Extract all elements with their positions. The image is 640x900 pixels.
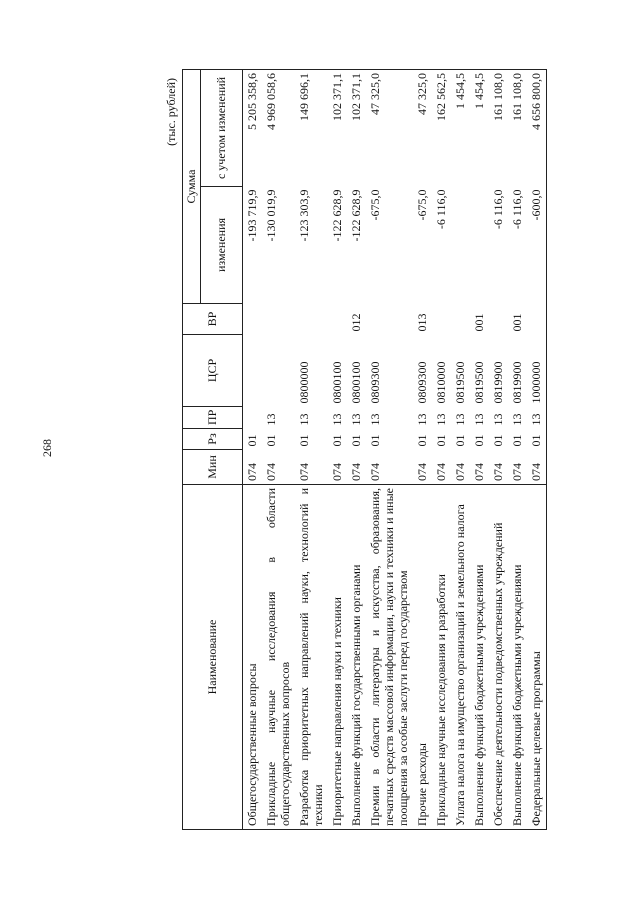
row-min: 074	[510, 463, 524, 481]
row-pr: 13	[510, 413, 524, 426]
header-vr: ВР	[183, 304, 243, 335]
row-min: 074	[434, 463, 448, 481]
table-row	[243, 69, 263, 829]
row-min: 074	[472, 463, 486, 481]
header-with-changes: с учетом изменений	[201, 69, 243, 186]
row-csr: 0800100	[349, 361, 363, 404]
row-total: 162 562,5	[432, 69, 451, 186]
row-vr: 012	[349, 313, 363, 332]
row-pr: 13	[330, 413, 344, 426]
header-min: Мин	[183, 450, 243, 485]
row-min: 074	[349, 463, 363, 481]
row-min: 074	[491, 463, 505, 481]
row-total: 1 454,5	[451, 69, 470, 186]
row-vr	[527, 304, 547, 335]
rotated-table-sheet	[160, 70, 543, 830]
row-vr	[366, 304, 413, 335]
table-row	[489, 69, 508, 829]
row-name: Федеральные целевые программы	[527, 485, 547, 830]
table-body	[243, 69, 547, 829]
table-row	[366, 69, 413, 829]
row-pr: 13	[491, 413, 505, 426]
row-pr: 13	[527, 407, 547, 429]
row-pr: 13	[349, 413, 363, 426]
row-rz: 01	[472, 434, 486, 447]
row-rz: 01	[527, 429, 547, 450]
row-rz: 01	[349, 434, 363, 447]
row-total: 47 325,0	[413, 69, 432, 186]
row-name: Разработка приоритетных направлений науки, технологий и техники	[295, 485, 328, 830]
row-pr: 13	[297, 413, 311, 426]
row-name: Прочие расходы	[413, 485, 432, 830]
table-row	[470, 69, 489, 829]
row-rz: 01	[368, 434, 382, 447]
row-total: 4 969 058,6	[262, 69, 295, 186]
row-pr: 13	[434, 413, 448, 426]
row-min: 074	[297, 463, 311, 481]
row-pr: 13	[368, 413, 382, 426]
row-csr: 1000000	[527, 335, 547, 407]
row-vr	[451, 304, 470, 335]
row-vr	[328, 304, 347, 335]
row-name: Прикладные научные исследования и разработки	[432, 485, 451, 830]
row-min: 074	[330, 463, 344, 481]
row-name: Приоритетные направления науки и техники	[328, 485, 347, 830]
row-vr	[489, 304, 508, 335]
row-min: 074	[245, 463, 259, 481]
row-rz: 01	[434, 434, 448, 447]
row-total: 4 656 800,0	[527, 69, 547, 186]
row-rz: 01	[264, 434, 278, 447]
row-change: -122 628,9	[349, 189, 363, 242]
row-rz: 01	[453, 434, 467, 447]
row-change: -123 303,9	[297, 189, 311, 242]
row-pr: 13	[453, 413, 467, 426]
header-change: изменения	[201, 187, 243, 304]
row-min: 074	[264, 463, 278, 481]
row-change	[470, 187, 489, 304]
table-row	[413, 69, 432, 829]
row-change: -6 116,0	[510, 189, 524, 230]
row-change: -675,0	[415, 189, 429, 221]
row-total: 5 205 358,6	[243, 69, 263, 186]
row-total: 1 454,5	[470, 69, 489, 186]
row-csr	[243, 335, 263, 407]
row-name: Выполнение функций бюджетными учреждениями	[470, 485, 489, 830]
row-name: Обеспечение деятельности подведомственных учреждений	[489, 485, 508, 830]
header-rz: Рз	[183, 429, 243, 450]
row-change: -600,0	[527, 187, 547, 304]
row-total: 102 371,1	[328, 69, 347, 186]
row-vr	[243, 304, 263, 335]
row-min: 074	[368, 463, 382, 481]
table-row	[527, 69, 547, 829]
row-csr: 0809300	[415, 361, 429, 404]
row-csr: 0800100	[330, 361, 344, 404]
header-sum: Сумма	[183, 69, 201, 303]
page-number: 268	[40, 439, 54, 457]
row-total: 102 371,1	[347, 69, 366, 186]
row-name: Уплата налога на имущество организаций и земельного налога	[451, 485, 470, 830]
row-rz: 01	[245, 434, 259, 447]
row-change: -675,0	[368, 189, 382, 221]
row-rz: 01	[510, 434, 524, 447]
table-row	[262, 69, 295, 829]
row-vr: 001	[510, 313, 524, 332]
row-rz: 01	[491, 434, 505, 447]
row-csr: 0809300	[368, 361, 382, 404]
row-change: -6 116,0	[434, 189, 448, 230]
row-csr: 0819500	[453, 361, 467, 404]
row-vr	[262, 304, 295, 335]
row-pr	[243, 407, 263, 429]
row-pr: 13	[264, 413, 278, 426]
table-row	[347, 69, 366, 829]
row-csr: 0810000	[434, 361, 448, 404]
units-caption: (тыс. рублей)	[164, 78, 178, 146]
table-row	[295, 69, 328, 829]
table-row	[451, 69, 470, 829]
row-name: Премии в области литературы и искусства, образования, печатных средств массовой информации, науки и техники и иные поощрения за особые заслуги перед государством	[366, 485, 413, 830]
row-change	[451, 187, 470, 304]
row-name: Прикладные научные исследования в области общегосударственных вопросов	[262, 485, 295, 830]
row-name: Выполнение функций бюджетными учреждениями	[508, 485, 527, 830]
row-rz: 01	[330, 434, 344, 447]
row-vr	[432, 304, 451, 335]
budget-table	[182, 69, 547, 830]
row-rz: 01	[297, 434, 311, 447]
row-change: -130 019,9	[264, 189, 278, 242]
header-csr: ЦСР	[183, 335, 243, 407]
row-vr	[295, 304, 328, 335]
row-csr: 0819900	[510, 361, 524, 404]
row-change: -122 628,9	[330, 189, 344, 242]
table-row	[508, 69, 527, 829]
row-csr: 0819500	[472, 361, 486, 404]
row-min: 074	[453, 463, 467, 481]
row-name: Выполнение функций государственными органами	[347, 485, 366, 830]
row-total: 149 696,1	[295, 69, 328, 186]
row-total: 161 108,0	[489, 69, 508, 186]
table-row	[328, 69, 347, 829]
header-name: Наименование	[183, 485, 243, 830]
row-rz: 01	[415, 434, 429, 447]
row-min: 074	[415, 463, 429, 481]
row-pr: 13	[472, 413, 486, 426]
table-row	[432, 69, 451, 829]
row-csr: 0800000	[297, 361, 311, 404]
table-header	[183, 69, 243, 829]
row-csr	[262, 335, 295, 407]
row-total: 47 325,0	[366, 69, 413, 186]
row-pr: 13	[415, 413, 429, 426]
row-total: 161 108,0	[508, 69, 527, 186]
row-csr: 0819900	[491, 361, 505, 404]
header-pr: ПР	[183, 407, 243, 429]
row-vr: 013	[415, 313, 429, 332]
row-vr: 001	[472, 313, 486, 332]
row-change: -193 719,9	[245, 189, 259, 242]
row-name: Общегосударственные вопросы	[243, 485, 263, 830]
row-change: -6 116,0	[491, 189, 505, 230]
row-min: 074	[527, 450, 547, 485]
